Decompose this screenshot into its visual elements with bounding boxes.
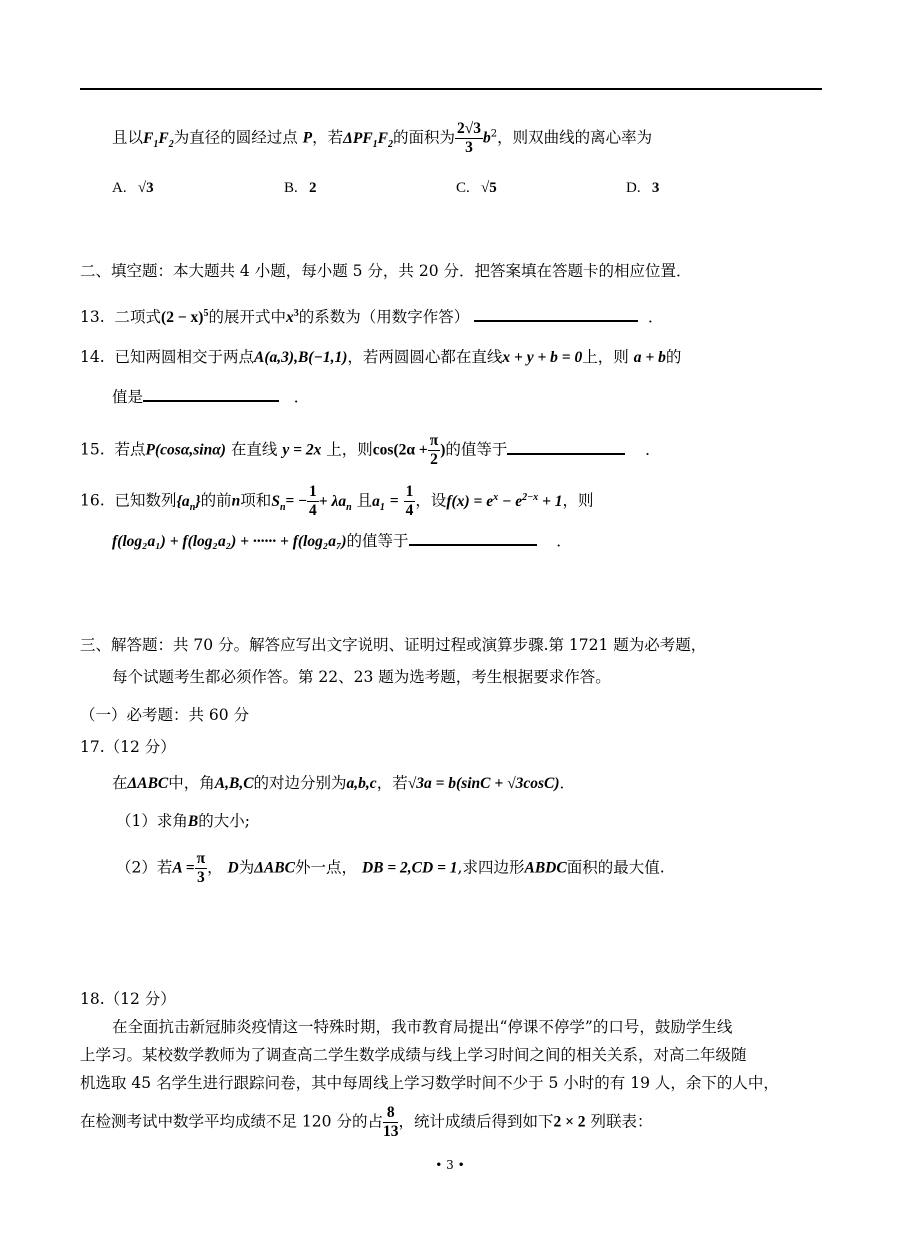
section-3-title: 三、解答题：共 70 分。解答应写出文字说明、证明过程或演算步骤.第 1721 题为必考题， [80, 636, 707, 654]
q12-tail: 且以$F_1F_2$为直径的圆经过点 P，若$\Delta PF_1F_2$的面积为 $\frac{2√3}{3}$ $b^2$，则双曲线的离心率为 [112, 120, 653, 156]
area-fraction: $\frac{2√3}{3}$ [457, 120, 482, 156]
question-14-cont: 值是 ． [112, 388, 310, 406]
question-13: 13. 二项式$(2 - x)^5$的展开式中$x^3$的系数为（用数字作答） ． [80, 308, 664, 327]
choice-d: D. 3 [626, 180, 660, 196]
question-16-cont: f(log₂a₁) + f(log₂a₂) + ······ + f(log₂a₇)的值等于 ． [112, 532, 572, 550]
answer-blank-14[interactable] [143, 386, 279, 402]
header-rule [80, 88, 822, 90]
page-number: • 3 • [435, 1158, 465, 1172]
question-17-head: 17.（12 分） [80, 738, 176, 756]
answer-blank-15[interactable] [507, 439, 625, 455]
section-2-title: 二、填空题：本大题共 4 小题，每小题 5 分，共 20 分．把答案填在答题卡的相应位置． [80, 262, 692, 280]
question-14: 14. 已知两圆相交于两点A(a,3),B(−1,1)，若两圆圆心都在直线x + y + b = 0上，则 a + b的 [80, 348, 682, 366]
question-18-line1: 在全面抗击新冠肺炎疫情这一特殊时期，我市教育局提出“停课不停学”的口号，鼓励学生线 [112, 1018, 733, 1036]
question-18-line3: 机选取 45 名学生进行跟踪问卷，其中每周线上学习数学时间不少于 5 小时的有 19 人，余下的人中， [80, 1074, 779, 1092]
question-18-head: 18.（12 分） [80, 990, 176, 1008]
section-3-desc: 每个试题考生都必须作答。第 22、23 题为选考题，考生根据要求作答。 [112, 668, 611, 686]
question-16: 16. 已知数列$\{a_n\}$的前n项和$S_n=$ − $\frac{1}{4}$ + $\lambda a_n$ 且$a_1$ = $\frac{1}{4}$ ，设$f(x) = e^x - e^{2-x} + 1$，则 [80, 483, 594, 519]
question-18-line4: 在检测考试中数学平均成绩不足 120 分的占 $\frac{8}{13}$ ，统计成绩后得到如下2 × 2 列联表： [80, 1104, 653, 1140]
answer-blank-16[interactable] [409, 530, 537, 546]
choice-b: B. 2 [284, 180, 317, 196]
question-15: 15. 若点P(cosα,sinα) 在直线 y = 2x 上，则cos(2α + $\frac{\pi}{2}$ )的值等于 ． [80, 432, 661, 468]
question-17-part2: （2）若A = $\frac{\pi}{3}$ ， D为ΔABC外一点， DB = 2,CD = 1,求四边形ABDC面积的最大值. [116, 850, 665, 886]
answer-blank-13[interactable] [474, 306, 638, 322]
choice-c: C. √5 [456, 180, 497, 196]
question-17-body: 在ΔABC中，角A,B,C的对边分别为a,b,c，若√3a = b(sinC + √3cosC)． [112, 774, 576, 792]
question-17-part1: （1）求角B的大小; [116, 812, 250, 830]
choice-a: A. √3 [112, 180, 154, 196]
part-1-title: （一）必考题：共 60 分 [80, 706, 250, 724]
question-18-line2: 上学习。某校数学教师为了调查高二学生数学成绩与线上学习时间之间的相关关系，对高二年级随 [80, 1046, 747, 1064]
